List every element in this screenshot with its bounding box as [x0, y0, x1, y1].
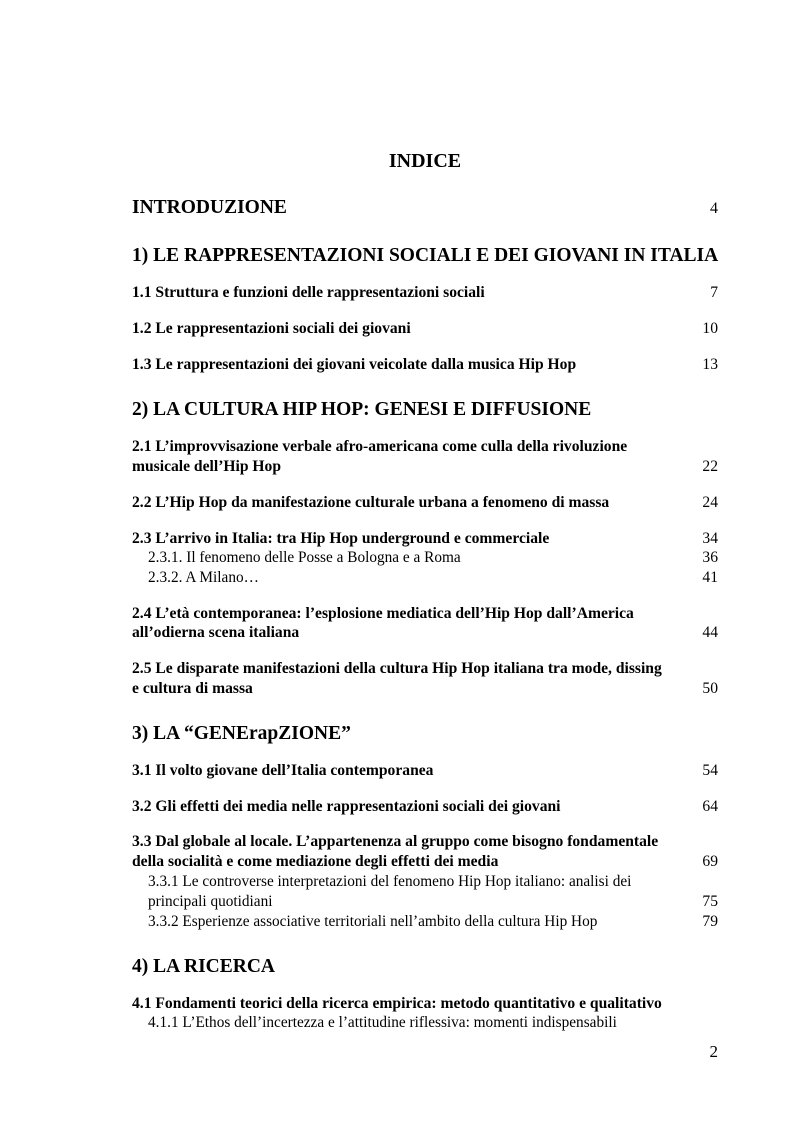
toc-entry-3-2: 3.2 Gli effetti dei media nelle rappresentazioni sociali dei giovani: [132, 798, 561, 815]
toc-entry-3-3-1-line2: principali quotidiani: [148, 893, 273, 910]
chapter-heading-2: 2) LA CULTURA HIP HOP: GENESI E DIFFUSIONE: [132, 399, 592, 420]
toc-entry-2-1-line1: 2.1 L’improvvisazione verbale afro-americana come culla della rivoluzione: [132, 438, 628, 455]
toc-page-1-3: 13: [702, 356, 718, 373]
toc-page-2-2: 24: [702, 494, 718, 511]
chapter-heading-1: 1) LE RAPPRESENTAZIONI SOCIALI E DEI GIOVANI IN ITALIA: [132, 245, 719, 266]
toc-entry-3-3-2: 3.3.2 Esperienze associative territoriali nell’ambito della cultura Hip Hop: [148, 913, 598, 930]
toc-page-1-1: 7: [710, 284, 718, 301]
toc-entry-2-4-line1: 2.4 L’età contemporanea: l’esplosione mediatica dell’Hip Hop dall’America: [132, 605, 634, 622]
toc-page-1-2: 10: [702, 320, 718, 337]
toc-title: INDICE: [388, 150, 462, 172]
toc-page-introduction: 4: [710, 200, 718, 217]
toc-page-2-3-1: 36: [702, 549, 718, 566]
toc-entry-4-1: 4.1 Fondamenti teorici della ricerca empirica: metodo quantitativo e qualitativo: [132, 995, 662, 1012]
toc-entry-3-1: 3.1 Il volto giovane dell’Italia contemporanea: [132, 762, 434, 779]
toc-entry-2-5-line1: 2.5 Le disparate manifestazioni della cultura Hip Hop italiana tra mode, dissing: [132, 660, 662, 677]
toc-page-3-3-1: 75: [702, 893, 718, 910]
toc-entry-4-1-1: 4.1.1 L’Ethos dell’incertezza e l’attitudine riflessiva: momenti indispensabili: [148, 1014, 617, 1031]
toc-page-2-5: 50: [702, 680, 718, 697]
toc-entry-1-1: 1.1 Struttura e funzioni delle rappresentazioni sociali: [132, 284, 485, 301]
toc-page-2-3-2: 41: [702, 569, 718, 586]
toc-page-3-2: 64: [702, 798, 718, 815]
toc-entry-2-5-line2: e cultura di massa: [132, 680, 253, 697]
toc-entry-3-3-1-line1: 3.3.1 Le controverse interpretazioni del fenomeno Hip Hop italiano: analisi dei: [148, 873, 632, 890]
toc-entry-2-1-line2: musicale dell’Hip Hop: [132, 458, 282, 475]
toc-entry-3-3-line1: 3.3 Dal globale al locale. L’appartenenza al gruppo come bisogno fondamentale: [132, 833, 659, 850]
page-number: 2: [709, 1042, 718, 1061]
toc-page-2-4: 44: [702, 624, 718, 641]
toc-page-3-3-2: 79: [702, 913, 718, 930]
toc-entry-3-3-line2: della socialità e come mediazione degli effetti dei media: [132, 853, 499, 870]
toc-entry-2-2: 2.2 L’Hip Hop da manifestazione culturale urbana a fenomeno di massa: [132, 494, 610, 511]
toc-page-2-3: 34: [702, 530, 718, 547]
toc-entry-2-3-2: 2.3.2. A Milano…: [148, 569, 259, 586]
toc-entry-1-3: 1.3 Le rappresentazioni dei giovani veicolate dalla musica Hip Hop: [132, 356, 577, 373]
toc-page-3-1: 54: [702, 762, 718, 779]
toc-page-3-3: 69: [702, 853, 718, 870]
chapter-heading-4: 4) LA RICERCA: [132, 956, 276, 977]
toc-entry-2-4-line2: all’odierna scena italiana: [132, 624, 300, 641]
toc-entry-2-3: 2.3 L’arrivo in Italia: tra Hip Hop underground e commerciale: [132, 530, 550, 547]
toc-entry-1-2: 1.2 Le rappresentazioni sociali dei giovani: [132, 320, 411, 337]
chapter-heading-3: 3) LA “GENErapZIONE”: [132, 723, 351, 744]
toc-entry-2-3-1: 2.3.1. Il fenomeno delle Posse a Bologna e a Roma: [148, 549, 461, 566]
toc-entry-introduction: INTRODUZIONE: [132, 197, 287, 218]
toc-page-2-1: 22: [702, 458, 718, 475]
